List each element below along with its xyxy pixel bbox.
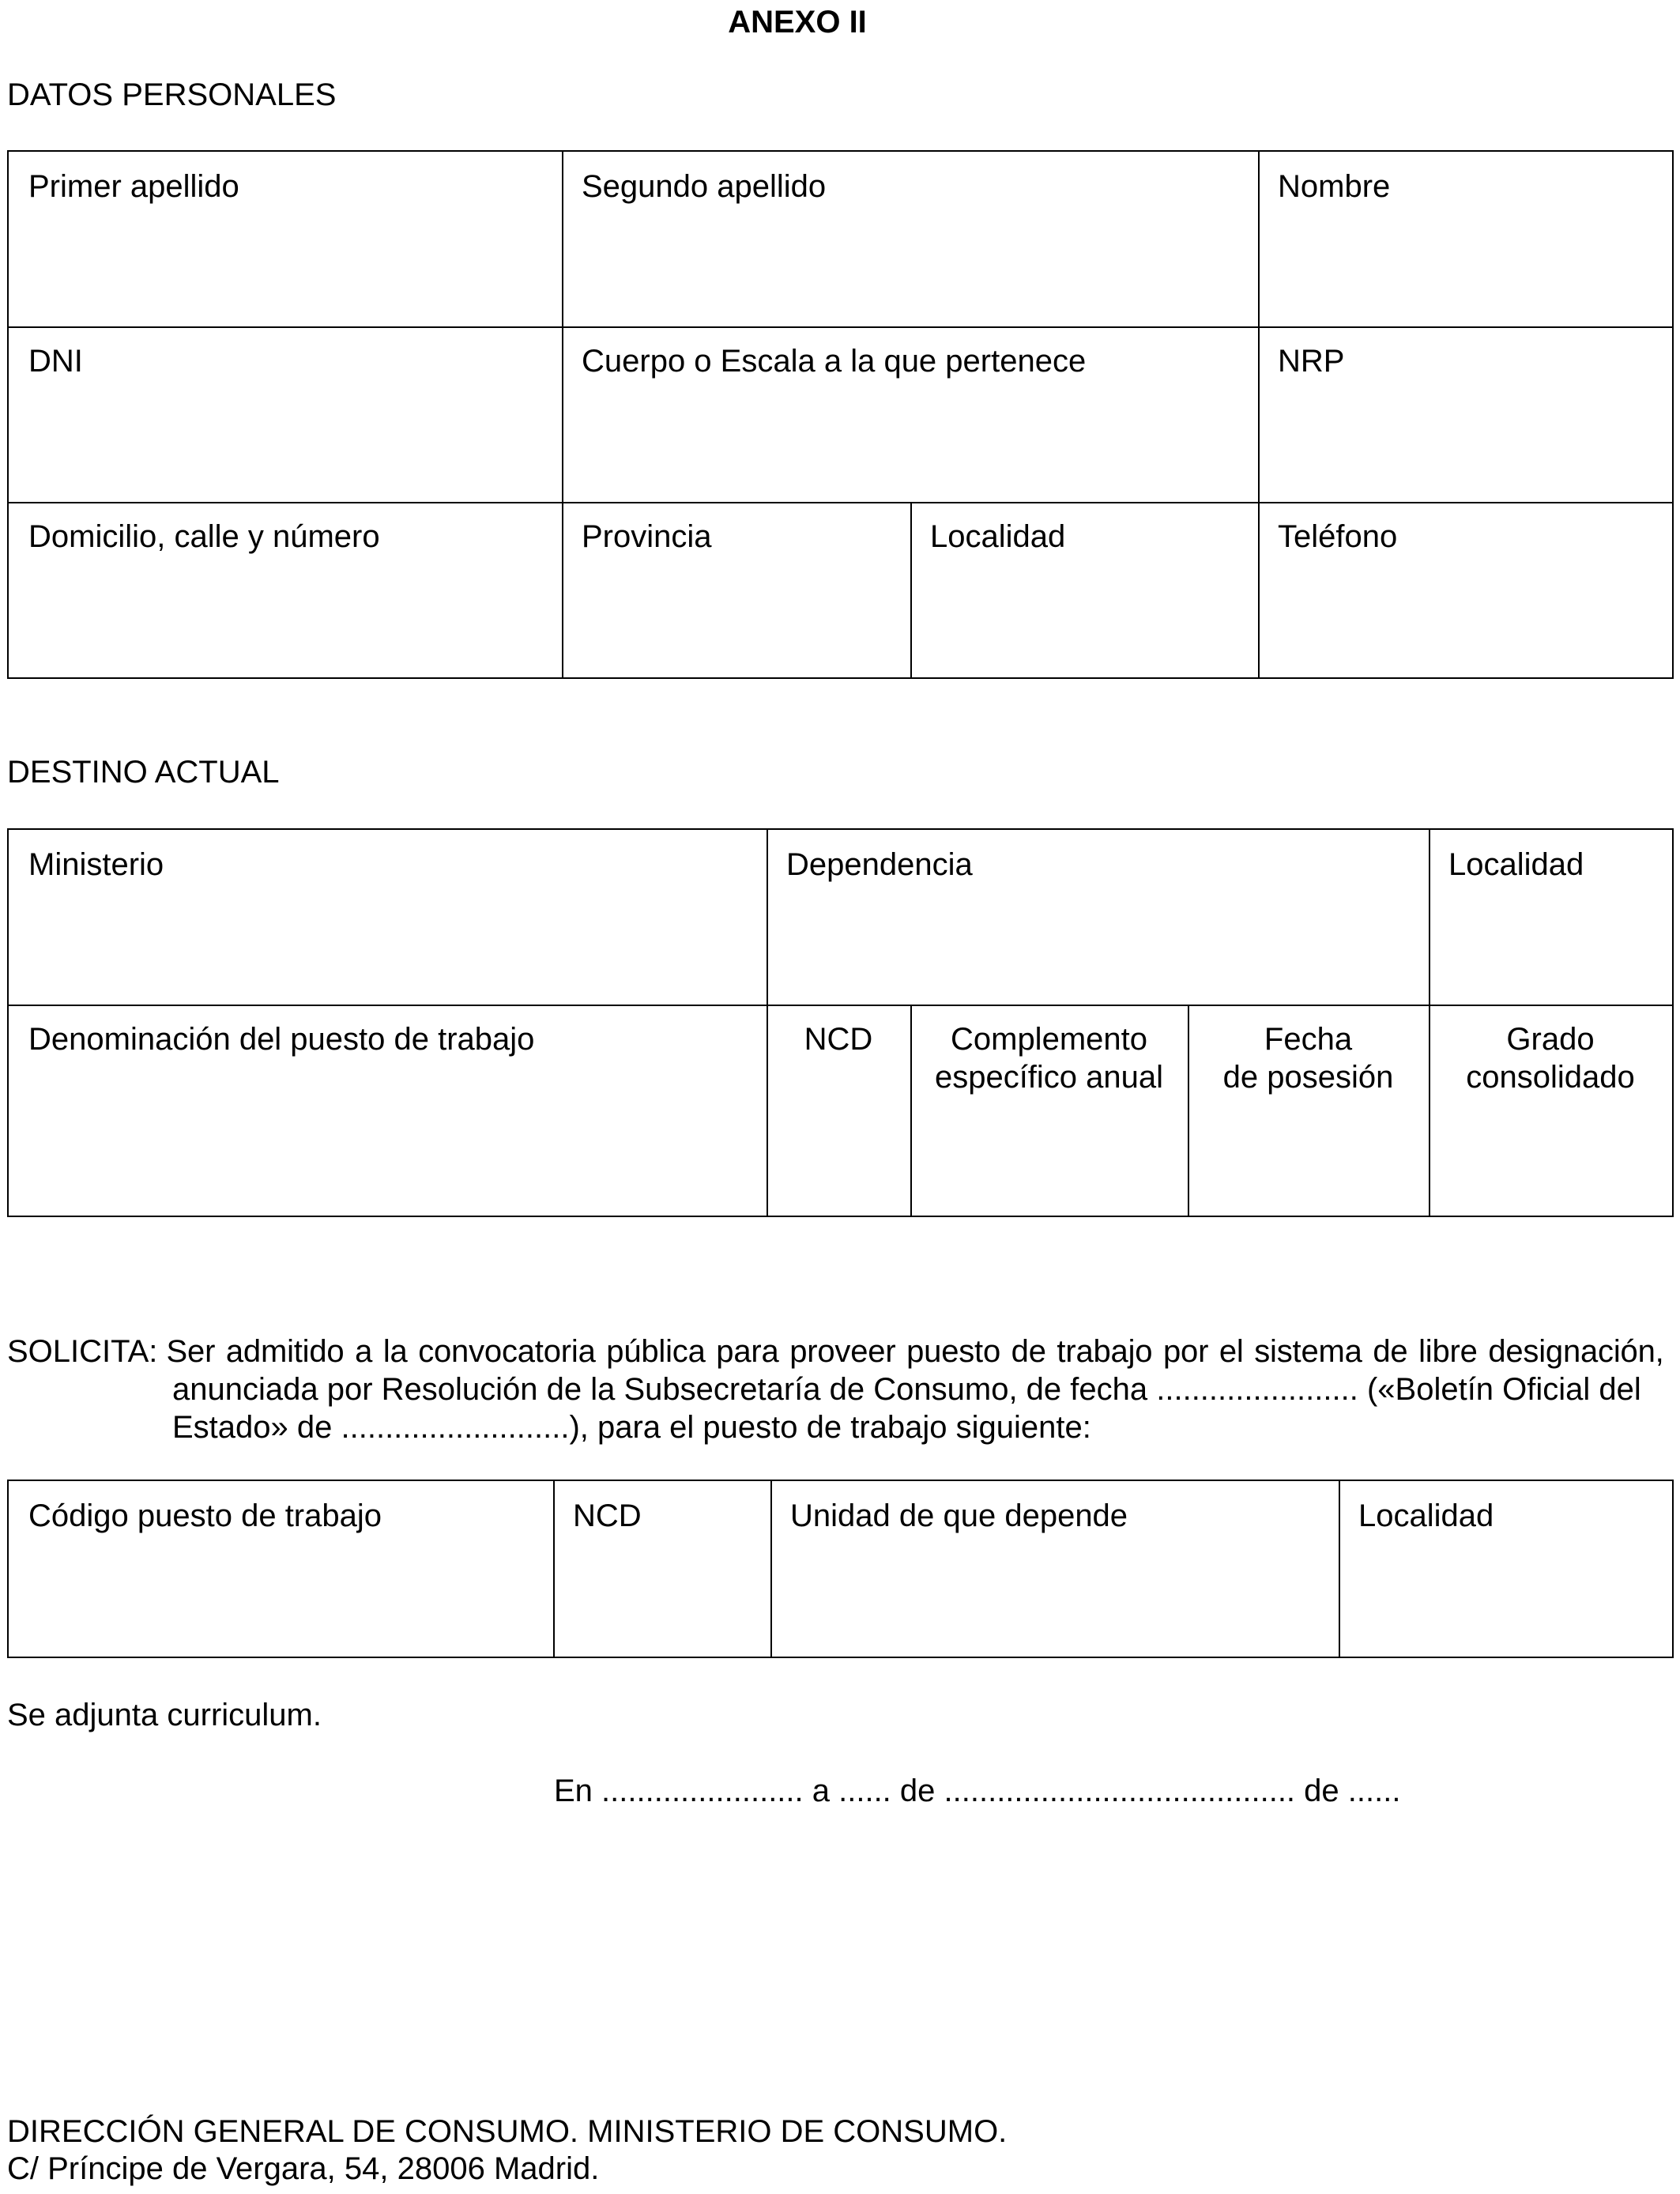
field-label: NCD <box>804 1022 873 1057</box>
section-heading-destino: DESTINO ACTUAL <box>7 755 280 790</box>
solicita-line-2: anunciada por Resolución de la Subsecretaría de Consumo, de fecha ....................... («Boletín Oficial del <box>172 1372 1641 1407</box>
field-label: Cuerpo o Escala a la que pertenece <box>582 344 1087 379</box>
section-heading-personal: DATOS PERSONALES <box>7 77 337 112</box>
field-label: Provincia <box>582 519 712 554</box>
field-label: Dependencia <box>786 847 973 882</box>
field-label: NRP <box>1278 344 1345 379</box>
footer-address-line-1: DIRECCIÓN GENERAL DE CONSUMO. MINISTERIO DE CONSUMO. <box>7 2114 1008 2149</box>
field-primer-apellido[interactable] <box>9 152 562 326</box>
field-label: Denominación del puesto de trabajo <box>28 1022 535 1057</box>
field-segundo-apellido[interactable] <box>562 152 1258 326</box>
field-label-line: de posesión <box>1222 1060 1394 1095</box>
field-provincia[interactable] <box>562 502 910 677</box>
field-cuerpo-escala[interactable] <box>562 326 1258 502</box>
field-label: NCD <box>573 1498 642 1533</box>
destino-table <box>7 828 1674 1217</box>
field-fecha-posesion[interactable] <box>1188 1005 1429 1216</box>
field-localidad-puesto[interactable] <box>1339 1481 1672 1657</box>
field-nombre[interactable] <box>1258 152 1672 326</box>
field-localidad-personal[interactable] <box>910 502 1258 677</box>
field-label-line: Grado <box>1506 1022 1595 1057</box>
field-dni[interactable] <box>9 326 562 502</box>
field-domicilio[interactable] <box>9 502 562 677</box>
field-label: Localidad <box>1448 847 1584 882</box>
field-label: Ministerio <box>28 847 164 882</box>
field-label-line: Fecha <box>1264 1022 1353 1057</box>
solicita-label: SOLICITA: <box>7 1334 158 1369</box>
field-ncd-destino[interactable] <box>767 1005 910 1216</box>
curriculum-note: Se adjunta curriculum. <box>7 1698 322 1732</box>
field-label: Nombre <box>1278 169 1391 204</box>
field-label-line: específico anual <box>934 1060 1164 1095</box>
page-title: ANEXO II <box>728 5 867 40</box>
field-label-line: consolidado <box>1466 1060 1635 1095</box>
place-date-line: En ....................... a ...... de ........................................ de ...... <box>554 1774 1401 1808</box>
field-telefono[interactable] <box>1258 502 1672 677</box>
field-label: Localidad <box>1358 1498 1494 1533</box>
personal-data-table <box>7 150 1674 679</box>
field-ncd-puesto[interactable] <box>553 1481 770 1657</box>
field-dependencia[interactable] <box>767 830 1429 1005</box>
field-nrp[interactable] <box>1258 326 1672 502</box>
field-complemento-especifico[interactable] <box>910 1005 1188 1216</box>
footer-address-line-2: C/ Príncipe de Vergara, 54, 28006 Madrid. <box>7 2151 600 2186</box>
field-label-line: Complemento <box>950 1022 1147 1057</box>
solicita-line-1: Ser admitido a la convocatoria pública para proveer puesto de trabajo por el sistema de libre designación, <box>166 1334 1664 1369</box>
field-denominacion-puesto[interactable] <box>9 1005 767 1216</box>
field-label: Código puesto de trabajo <box>28 1498 382 1533</box>
field-unidad-depende[interactable] <box>770 1481 1339 1657</box>
puesto-solicitado-table <box>7 1480 1674 1658</box>
field-label: Segundo apellido <box>582 169 827 204</box>
solicita-line-3: Estado» de ..........................), para el puesto de trabajo siguiente: <box>172 1410 1091 1445</box>
solicita-paragraph <box>7 1333 1674 1451</box>
field-label: Primer apellido <box>28 169 239 204</box>
field-grado-consolidado[interactable] <box>1429 1005 1672 1216</box>
field-label: Domicilio, calle y número <box>28 519 380 554</box>
field-label: Teléfono <box>1278 519 1398 554</box>
field-codigo-puesto[interactable] <box>9 1481 553 1657</box>
field-ministerio[interactable] <box>9 830 767 1005</box>
field-label: Localidad <box>930 519 1066 554</box>
field-label: Unidad de que depende <box>790 1498 1128 1533</box>
field-label: DNI <box>28 344 83 379</box>
field-localidad-destino[interactable] <box>1429 830 1672 1005</box>
